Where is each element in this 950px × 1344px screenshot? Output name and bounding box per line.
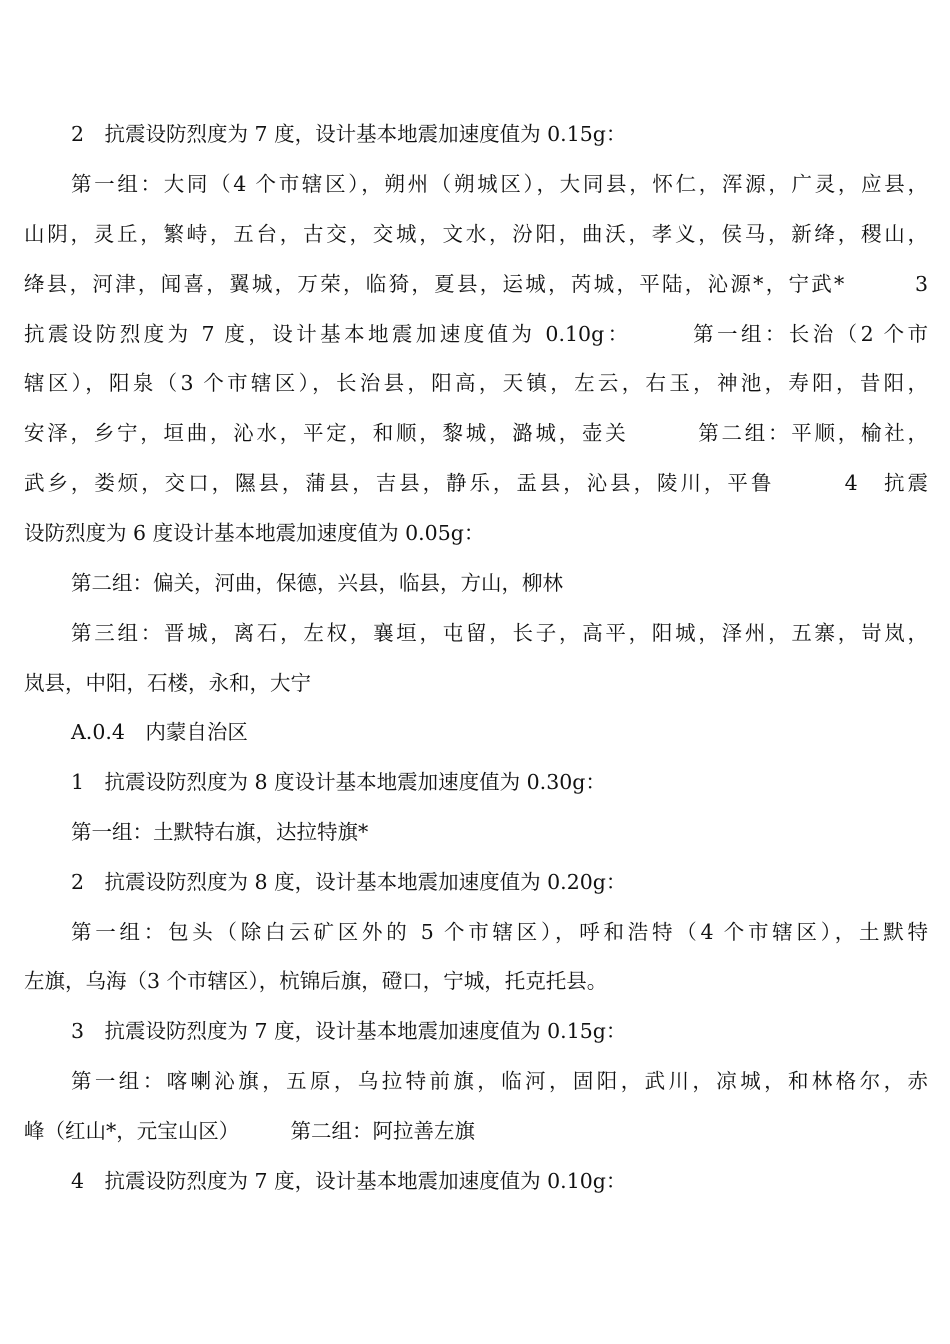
text-line: 第二组：偏关，河曲，保德，兴县，临县，方山，柳林	[71, 571, 563, 595]
text-line: 峰（红山*，元宝山区） 第二组：阿拉善左旗	[24, 1119, 475, 1143]
text-line: 第一组：喀喇沁旗，五原，乌拉特前旗，临河，固阳，武川，凉城，和林格尔，赤	[71, 1069, 928, 1093]
text-line: 安泽，乡宁，垣曲，沁水，平定，和顺，黎城，潞城，壶关 第二组：平顺，榆社，	[24, 421, 928, 445]
text-line: 绛县，河津，闻喜，翼城，万荣，临猗，夏县，运城，芮城，平陆，沁源*，宁武* 3	[24, 272, 928, 296]
text-line: 第一组：包头（除白云矿区外的 5 个市辖区），呼和浩特（4 个市辖区），土默特	[71, 920, 928, 944]
text-line: 1 抗震设防烈度为 8 度设计基本地震加速度值为 0.30g：	[71, 770, 606, 794]
text-line: 第一组：土默特右旗，达拉特旗*	[71, 820, 369, 844]
text-line: 2 抗震设防烈度为 7 度，设计基本地震加速度值为 0.15g：	[71, 122, 627, 146]
text-line: 4 抗震设防烈度为 7 度，设计基本地震加速度值为 0.10g：	[71, 1169, 627, 1193]
text-line: 山阴，灵丘，繁峙，五台，古交，交城，文水，汾阳，曲沃，孝义，侯马，新绛，稷山，	[24, 222, 928, 246]
text-line: 武乡，娄烦，交口，隰县，蒲县，吉县，静乐，盂县，沁县，陵川，平鲁 4 抗震	[24, 471, 928, 495]
text-line: 第一组：大同（4 个市辖区），朔州（朔城区），大同县，怀仁，浑源，广灵，应县，	[71, 172, 928, 196]
text-line: 3 抗震设防烈度为 7 度，设计基本地震加速度值为 0.15g：	[71, 1019, 627, 1043]
text-line: 辖区），阳泉（3 个市辖区），长治县，阳高，天镇，左云，右玉，神池，寿阳，昔阳，	[24, 371, 928, 395]
text-line: 岚县，中阳，石楼，永和，大宁	[24, 671, 311, 695]
text-line: 2 抗震设防烈度为 8 度，设计基本地震加速度值为 0.20g：	[71, 870, 627, 894]
text-line: 抗震设防烈度为 7 度，设计基本地震加速度值为 0.10g： 第一组：长治（2 个市	[24, 322, 928, 346]
text-line: 设防烈度为 6 度设计基本地震加速度值为 0.05g：	[24, 521, 485, 545]
text-line: 左旗，乌海（3 个市辖区），杭锦后旗，磴口，宁城，托克托县。	[24, 969, 608, 993]
section-heading: A.0.4 内蒙自治区	[71, 720, 248, 744]
text-line: 第三组：晋城，离石，左权，襄垣，屯留，长子，高平，阳城，泽州，五寨，岢岚，	[71, 621, 928, 645]
